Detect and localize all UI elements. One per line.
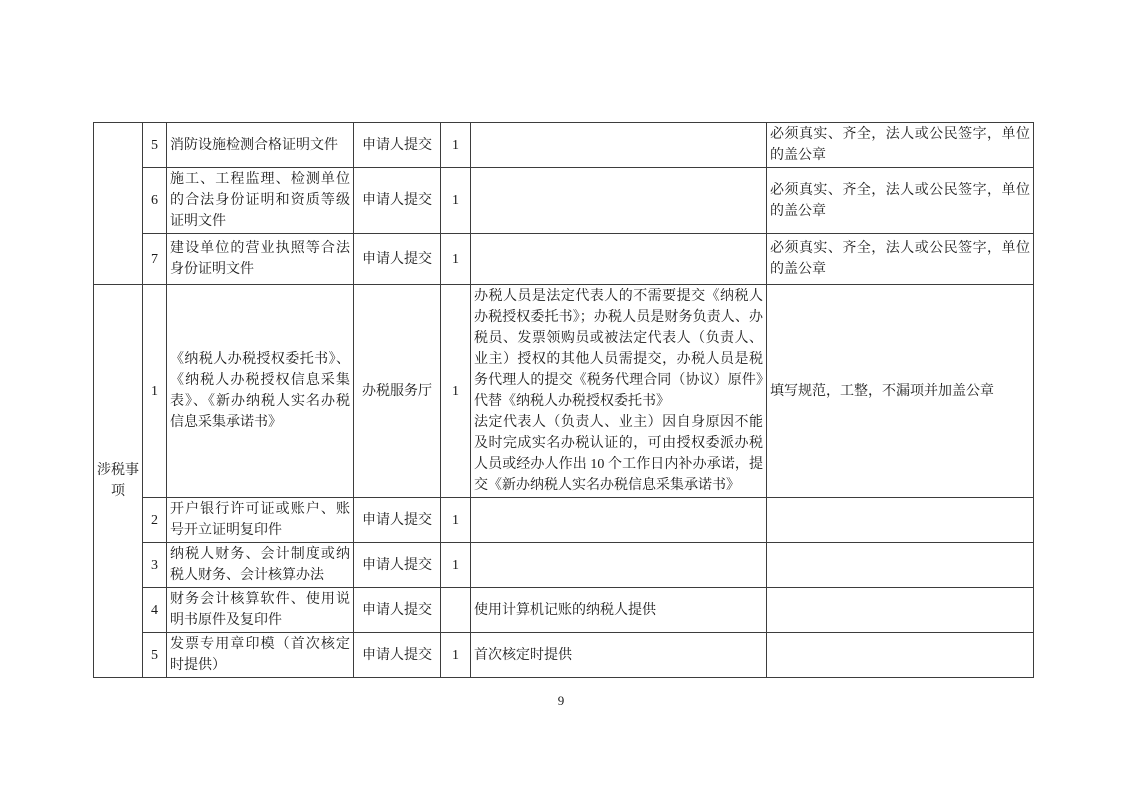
source-cell: 申请人提交 <box>354 234 441 285</box>
table-row <box>94 168 1034 234</box>
row-number: 3 <box>143 543 167 588</box>
source-cell: 申请人提交 <box>354 498 441 543</box>
item-cell: 消防设施检测合格证明文件 <box>167 123 354 168</box>
table-row <box>94 588 1034 633</box>
description-cell: 使用计算机记账的纳税人提供 <box>471 588 767 633</box>
item-cell: 财务会计核算软件、使用说明书原件及复印件 <box>167 588 354 633</box>
page-number: 9 <box>557 693 565 708</box>
source-cell: 申请人提交 <box>354 123 441 168</box>
requirement-cell: 必须真实、齐全，法人或公民签字，单位的盖公章 <box>767 168 1034 234</box>
requirement-cell <box>767 588 1034 633</box>
item-cell: 发票专用章印模（首次核定时提供） <box>167 633 354 678</box>
item-cell: 建设单位的营业执照等合法身份证明文件 <box>167 234 354 285</box>
requirement-cell: 必须真实、齐全，法人或公民签字，单位的盖公章 <box>767 123 1034 168</box>
requirement-cell <box>767 543 1034 588</box>
count-cell: 1 <box>441 285 471 498</box>
row-number: 5 <box>143 633 167 678</box>
count-cell: 1 <box>441 543 471 588</box>
description-cell <box>471 168 767 234</box>
description-cell: 首次核定时提供 <box>471 633 767 678</box>
table-row <box>94 543 1034 588</box>
source-cell: 办税服务厅 <box>354 285 441 498</box>
table-row <box>94 633 1034 678</box>
requirement-cell <box>767 498 1034 543</box>
source-cell: 申请人提交 <box>354 633 441 678</box>
description-cell <box>471 123 767 168</box>
row-number: 5 <box>143 123 167 168</box>
description-cell <box>471 285 767 498</box>
row-number: 2 <box>143 498 167 543</box>
description-cell <box>471 234 767 285</box>
requirement-cell: 必须真实、齐全，法人或公民签字，单位的盖公章 <box>767 234 1034 285</box>
row-number: 7 <box>143 234 167 285</box>
description-cell <box>471 543 767 588</box>
count-cell: 1 <box>441 633 471 678</box>
description-paragraph: 办税人员是法定代表人的不需要提交《纳税人办税授权委托书》；办税人员是财务负责人、办税员、发票领购员或被法定代表人（负责人、业主）授权的其他人员需提交，办税人员是税务代理人的提交《税务代理合同（协议）原件》代替《纳税人办税授权委托书》 <box>474 289 763 409</box>
table-row <box>94 498 1034 543</box>
requirement-cell <box>767 633 1034 678</box>
count-cell: 1 <box>441 123 471 168</box>
count-cell <box>441 588 471 633</box>
row-number: 6 <box>143 168 167 234</box>
item-cell: 施工、工程监理、检测单位的合法身份证明和资质等级证明文件 <box>167 168 354 234</box>
table-row <box>94 234 1034 285</box>
item-cell: 《纳税人办税授权委托书》、《纳税人办税授权信息采集表》、《新办纳税人实名办税信息采集承诺书》 <box>167 285 354 498</box>
row-number: 1 <box>143 285 167 498</box>
item-cell: 开户银行许可证或账户、账号开立证明复印件 <box>167 498 354 543</box>
source-cell: 申请人提交 <box>354 543 441 588</box>
requirement-cell: 填写规范，工整，不漏项并加盖公章 <box>767 285 1034 498</box>
requirements-table <box>93 122 1034 678</box>
category-cell: 涉税事项 <box>94 285 143 678</box>
category-cell <box>94 123 143 285</box>
item-cell: 纳税人财务、会计制度或纳税人财务、会计核算办法 <box>167 543 354 588</box>
description-cell <box>471 498 767 543</box>
source-cell: 申请人提交 <box>354 588 441 633</box>
count-cell: 1 <box>441 498 471 543</box>
table-row <box>94 285 1034 498</box>
count-cell: 1 <box>441 168 471 234</box>
table-row <box>94 123 1034 168</box>
source-cell: 申请人提交 <box>354 168 441 234</box>
description-paragraph: 法定代表人（负责人、业主）因自身原因不能及时完成实名办税认证的，可由授权委派办税人员或经办人作出 10 个工作日内补办承诺，提交《新办纳税人实名办税信息采集承诺书》 <box>474 415 763 493</box>
count-cell: 1 <box>441 234 471 285</box>
row-number: 4 <box>143 588 167 633</box>
